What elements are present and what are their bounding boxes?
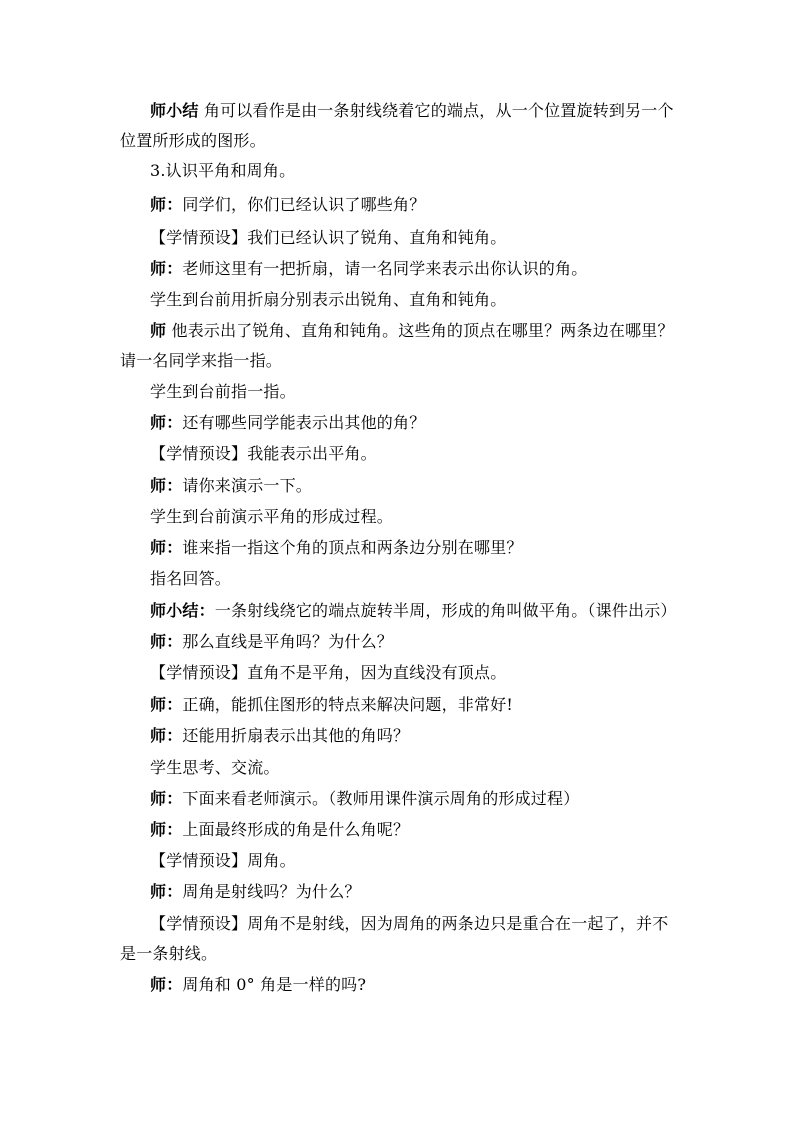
paragraph-text: 学生思考、交流。 bbox=[150, 758, 280, 777]
speaker-label: 师小结 bbox=[150, 101, 199, 120]
paragraph bbox=[120, 96, 680, 156]
paragraph-text: 下面来看老师演示。（教师用课件演示周角的形成过程） bbox=[182, 789, 580, 808]
paragraph-text: 请你来演示一下。 bbox=[182, 476, 313, 495]
paragraph-text: 【学情预设】直角不是平角，因为直线没有顶点。 bbox=[150, 663, 507, 682]
paragraph bbox=[120, 377, 680, 407]
paragraph bbox=[120, 254, 680, 284]
paragraph-text: 还有哪些同学能表示出其他的角？ bbox=[182, 413, 426, 432]
paragraph-text: 还能用折扇表示出其他的角吗？ bbox=[182, 726, 410, 745]
paragraph bbox=[120, 658, 680, 688]
paragraph-text: 角可以看作是由一条射线绕着它的端点，从一个位置旋转到另一个位置所形成的图形。 bbox=[120, 101, 674, 150]
paragraph bbox=[120, 846, 680, 876]
paragraph-text: 【学情预设】我能表示出平角。 bbox=[150, 444, 377, 463]
paragraph bbox=[120, 190, 680, 220]
speaker-label: 师： bbox=[150, 632, 183, 651]
paragraph bbox=[120, 285, 680, 315]
paragraph-text: 正确，能抓住图形的特点来解决问题，非常好! bbox=[182, 695, 514, 714]
paragraph bbox=[120, 316, 680, 376]
paragraph-text: 【学情预设】我们已经认识了锐角、直角和钝角。 bbox=[150, 228, 507, 247]
paragraph-text: 指名回答。 bbox=[150, 569, 232, 588]
paragraph bbox=[120, 471, 680, 501]
paragraph-text: 学生到台前指一指。 bbox=[150, 382, 296, 401]
speaker-label: 师： bbox=[150, 695, 183, 714]
paragraph-text: 那么直线是平角吗？为什么？ bbox=[182, 632, 394, 651]
paragraph-text: 谁来指一指这个角的顶点和两条边分别在哪里？ bbox=[182, 538, 523, 557]
paragraph-text: 3.认识平角和周角。 bbox=[150, 161, 296, 180]
speaker-label: 师 bbox=[150, 321, 167, 340]
paragraph bbox=[120, 721, 680, 751]
paragraph bbox=[120, 970, 680, 1000]
speaker-label: 师： bbox=[150, 882, 183, 901]
paragraph bbox=[120, 753, 680, 783]
paragraph bbox=[120, 784, 680, 814]
paragraph bbox=[120, 156, 680, 186]
paragraph-text: 同学们，你们已经认识了哪些角？ bbox=[182, 195, 426, 214]
speaker-label: 师： bbox=[150, 726, 183, 745]
paragraph-text: 老师这里有一把折扇，请一名同学来表示出你认识的角。 bbox=[182, 259, 588, 278]
speaker-label: 师： bbox=[150, 476, 183, 495]
paragraph bbox=[120, 564, 680, 594]
speaker-label: 师： bbox=[150, 413, 183, 432]
paragraph-text: 上面最终形成的角是什么角呢？ bbox=[182, 820, 410, 839]
speaker-label: 师： bbox=[150, 195, 183, 214]
speaker-label: 师小结： bbox=[150, 601, 215, 620]
paragraph-text: 学生到台前演示平角的形成过程。 bbox=[150, 507, 394, 526]
speaker-label: 师： bbox=[150, 789, 183, 808]
speaker-label: 师： bbox=[150, 975, 183, 994]
paragraph bbox=[120, 502, 680, 532]
paragraph bbox=[120, 439, 680, 469]
speaker-label: 师： bbox=[150, 538, 183, 557]
paragraph-text: 一条射线绕它的端点旋转半周，形成的角叫做平角。（课件出示） bbox=[214, 601, 677, 620]
paragraph bbox=[120, 533, 680, 563]
paragraph-text: 周角是射线吗？为什么？ bbox=[182, 882, 361, 901]
paragraph-text: 学生到台前用折扇分别表示出锐角、直角和钝角。 bbox=[150, 290, 507, 309]
paragraph bbox=[120, 223, 680, 253]
paragraph bbox=[120, 877, 680, 907]
paragraph bbox=[120, 627, 680, 657]
paragraph-text: 他表示出了锐角、直角和钝角。这些角的顶点在哪里？两条边在哪里？请一名同学来指一指。 bbox=[120, 321, 674, 370]
speaker-label: 师： bbox=[150, 820, 183, 839]
paragraph bbox=[120, 596, 680, 626]
speaker-label: 师： bbox=[150, 259, 183, 278]
paragraph bbox=[120, 909, 680, 969]
paragraph-text: 【学情预设】周角不是射线，因为周角的两条边只是重合在一起了，并不是一条射线。 bbox=[120, 914, 669, 963]
paragraph bbox=[120, 690, 680, 720]
paragraph-text: 周角和 0° 角是一样的吗? bbox=[182, 975, 367, 994]
paragraph-text: 【学情预设】周角。 bbox=[150, 851, 296, 870]
paragraph bbox=[120, 815, 680, 845]
paragraph bbox=[120, 408, 680, 438]
